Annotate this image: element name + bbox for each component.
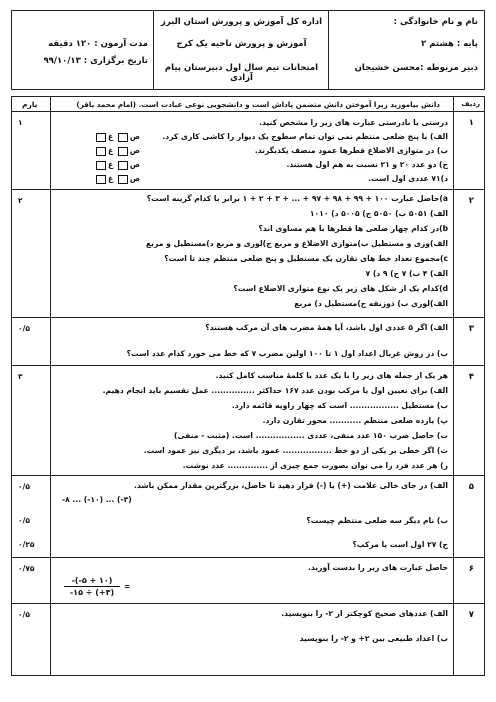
fraction-bar [64, 586, 120, 587]
fraction-denominator: -۱۵ ÷ (+۳) [69, 588, 115, 597]
question-number [453, 558, 484, 603]
fraction-numerator: -(-۵ + ۱۰) [71, 576, 113, 585]
question-number [453, 190, 484, 317]
question-text: هر یک از جمله های زیر را با یک عدد یا کلمهٔ مناسب کامل کنید. [215, 371, 448, 380]
true-checkbox[interactable] [118, 133, 128, 142]
false-checkbox[interactable] [96, 147, 106, 156]
question-a-text: الف) در جای خالی علامت (+) یا (-) قرار دهید تا حاصل، بزرگترین مقدار ممکن باشد. [133, 481, 448, 490]
statement-b: ب) در متوازی الاضلاع قطرها عمود منصف یکدیگرند. [254, 146, 448, 155]
true-label: ص [129, 146, 141, 155]
tf-options [94, 146, 140, 156]
true-checkbox[interactable] [118, 175, 128, 184]
question-b-text: ب) در روش غربال اعداد اول ۱ تا ۱۰۰ اولین مضرب ۷ که خط می خورد کدام عدد است؟ [126, 349, 448, 358]
student-info [328, 11, 484, 89]
exam-date: تاریخ برگزاری : ۹۹/۱۰/۱۳ [43, 56, 148, 66]
false-checkbox[interactable] [96, 161, 106, 170]
table-header-row [11, 96, 485, 112]
true-checkbox[interactable] [118, 147, 128, 156]
radif-header [453, 97, 484, 111]
question-c-text: c)مجموع تعداد خط های تقارن یک مستطیل و پنج ضلعی منتظم چند تا است؟ [164, 254, 448, 263]
options-b[interactable]: الف)وزی و مستطیل ب)متوازی الاضلاع و مربع ج)لوزی و مربع د)مستطیل و مربع [145, 239, 448, 248]
question-body [50, 558, 454, 603]
score-b: ۰/۵ [18, 516, 30, 525]
question-number-text: ۵ [468, 482, 474, 492]
question-a-text: الف) اگر ۵ عددی اول باشد، آیا همهٔ مضرب های آن مرکب هستند؟ [205, 323, 448, 332]
false-label: غ [108, 132, 114, 141]
tf-options [94, 160, 140, 170]
question-number-text: ۲ [468, 196, 474, 206]
options-a[interactable]: الف) ۵۰۵۱ ب) ۵۰۵۰ ج) ۵۰۰۵ د) ۱۰۱۰ [309, 209, 448, 218]
blank-b: ب) مستطیل ................. است که چهار زاویه قائمه دارد. [231, 401, 448, 410]
question-body [50, 604, 454, 675]
question-number [453, 318, 484, 365]
barom-header [12, 97, 51, 111]
question-number [453, 604, 484, 675]
blank-e: ث) اگر خطی بر یکی از دو خط ................. عمود باشد، بر دیگری نیز عمود است. [143, 446, 448, 455]
question-row [11, 558, 485, 604]
question-row [11, 604, 485, 676]
radif-label: ردیف [461, 100, 480, 108]
question-c-text: ج) ۲۷ اول است یا مرکب؟ [352, 540, 448, 549]
false-checkbox[interactable] [96, 133, 106, 142]
true-label: ص [129, 160, 141, 169]
exam-meta [12, 11, 154, 89]
blank-c: پ) یازده ضلعی منتظم ........... محور تقارن دارد. [262, 416, 448, 425]
question-text: درستی یا نادرستی عبارت های زیر را مشخص کنید. [259, 118, 448, 127]
quote-text: دانش بیاموزید زیرا آموختن دانش متضمن پاداش است و دانشجویی نوعی عبادت است. (امام محمد باقر) [76, 100, 440, 109]
quote-cell [50, 97, 454, 111]
question-score [12, 318, 51, 365]
true-label: ص [129, 174, 141, 183]
score-a: ۰/۵ [18, 482, 30, 491]
false-checkbox[interactable] [96, 175, 106, 184]
office-info [153, 11, 329, 89]
score-text: ۲ [18, 196, 23, 205]
question-body [50, 190, 454, 317]
fraction-expression [64, 576, 120, 597]
question-number-text: ۱ [468, 118, 474, 128]
question-score [12, 558, 51, 603]
sign-expression: -۸ ... (-۱۰) ... (-۳) [62, 495, 132, 504]
question-b-text: ب) اعداد طبیعی بین ۲+ و ۲- را بنویسید [299, 634, 448, 643]
blank-d: ت) حاصل ضرب ۱۵۰ عدد منفی، عددی ................. است. (مثبت - منفی) [174, 431, 448, 440]
question-a-text: a)حاصل عبارت ۱۰۰ + ۹۹ + ۹۸ + ۹۷ + ... + ۳ + ۲ + ۱ برابر با کدام گزینه است؟ [146, 194, 448, 203]
name-label: نام و نام خانوادگی : [393, 17, 478, 27]
exam-time: مدت آزمون : ۱۲۰ دقیقه [48, 39, 148, 49]
question-b-text: b)در کدام چهار ضلعی ها قطرها با هم مساوی اند؟ [258, 224, 448, 233]
question-a-text: الف) عددهای صحیح کوچکتر از ۲- را بنویسید. [281, 609, 448, 618]
question-row [11, 318, 485, 366]
exam-title: امتحانات نیم سال اول دبیرستان پیام آزادی [164, 63, 319, 83]
question-score [12, 190, 51, 317]
equals-sign: = [124, 582, 131, 591]
tf-options [94, 132, 140, 142]
office-line1: اداره کل آموزش و پرورش استان البرز [160, 17, 323, 27]
score-text: ۰/۵ [18, 610, 30, 619]
question-number-text: ۷ [468, 610, 474, 620]
question-number-text: ۳ [468, 324, 474, 334]
question-row [11, 366, 485, 476]
question-row [11, 476, 485, 558]
question-body [50, 112, 454, 189]
score-text: ۳ [18, 372, 23, 381]
question-b-text: ب) نام دیگر سه ضلعی منتظم چیست؟ [306, 516, 448, 525]
blank-f: ر) هر عدد فرد را می توان بصورت جمع چیزی از .............. عدد نوشت. [182, 461, 448, 470]
question-row [11, 190, 485, 318]
question-text: حاصل عبارت های زیر را بدست آورید. [307, 563, 448, 572]
statement-a: الف) با پنج ضلعی منتظم نمی توان تمام سطوح یک دیوار را کاشی کاری کرد. [162, 132, 448, 141]
question-score [12, 476, 51, 557]
question-number [453, 366, 484, 475]
score-c: ۰/۲۵ [18, 540, 35, 549]
true-checkbox[interactable] [118, 161, 128, 170]
question-score [12, 112, 51, 189]
question-d-text: d)کدام یک از شکل های زیر یک نوع متوازی الاضلاع است؟ [233, 284, 448, 293]
score-text: ۰/۷۵ [18, 564, 35, 573]
blank-a: الف) برای تعیین اول یا مرکب بودن عدد ۱۶۷ حداکثر ............... عمل تقسیم باید انجام دهیم. [102, 386, 448, 395]
exam-header [11, 10, 485, 90]
options-c[interactable]: الف) ۴ ب) ۷ ج) ۹ د) ۷ [365, 269, 448, 278]
teacher-label: دبیر مربوطه :محسن خشیجان [354, 63, 478, 73]
question-number-text: ۶ [468, 564, 474, 574]
barom-label: بارم [22, 100, 38, 109]
false-label: غ [108, 174, 114, 183]
question-number-text: ۴ [468, 372, 474, 382]
question-number [453, 112, 484, 189]
options-d[interactable]: الف)لوزی ب) ذوزنقه ج)مستطیل د) مربع [294, 299, 448, 308]
statement-c: ج) دو عدد ۲۰ و ۲۱ نسبت به هم اول هستند. [286, 160, 448, 169]
statement-d: د)۷۱ عددی اول است. [368, 174, 448, 183]
question-body [50, 366, 454, 475]
question-score [12, 366, 51, 475]
false-label: غ [108, 146, 114, 155]
grade-label: پایه : هشتم ۲ [421, 39, 478, 49]
tf-options [94, 174, 140, 184]
question-body [50, 476, 454, 557]
office-line2: آموزش و پرورش ناحیه یک کرج [176, 39, 307, 49]
true-label: ص [129, 132, 141, 141]
question-row [11, 112, 485, 190]
question-number [453, 476, 484, 557]
question-body [50, 318, 454, 365]
question-score [12, 604, 51, 675]
false-label: غ [108, 160, 114, 169]
score-text: ۱ [18, 118, 23, 127]
score-text: ۰/۵ [18, 324, 30, 333]
